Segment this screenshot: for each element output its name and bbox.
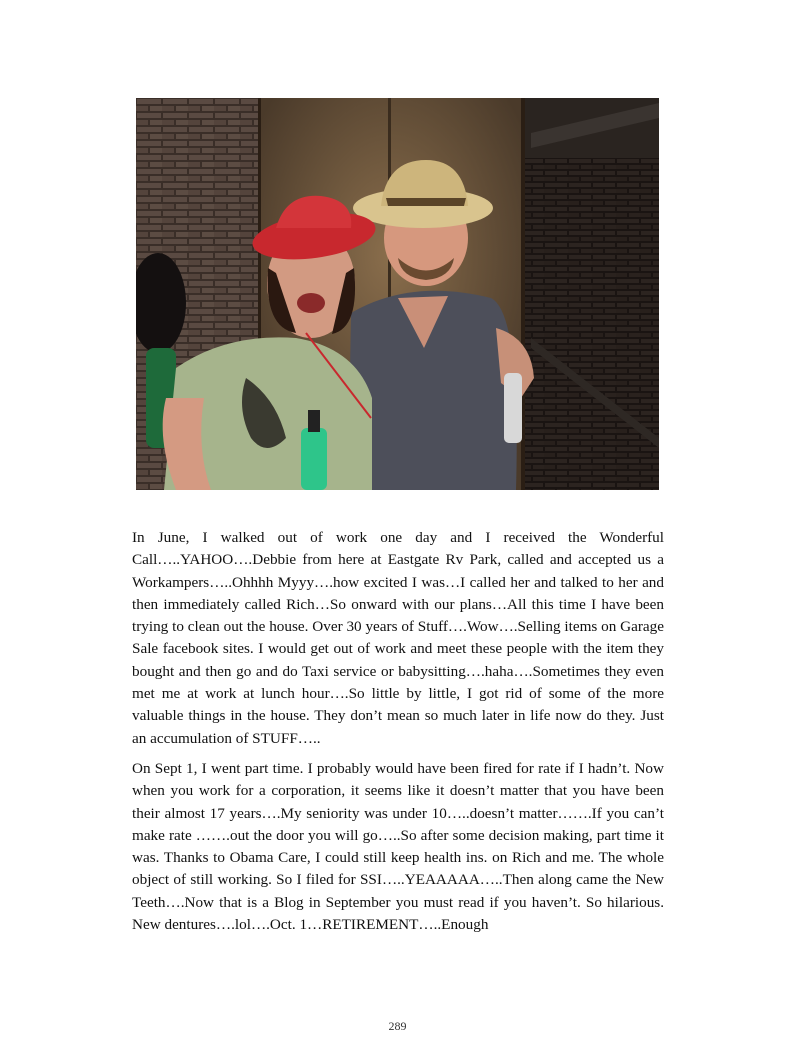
page-number: 289: [388, 1019, 407, 1033]
paragraph: In June, I walked out of work one day and I received the Wonderful Call…..YAHOO….Debbie from here at Eastgate Rv Park, called and accepted us a Workampers…..Ohhhh Myyy….how excited I was…I called her and talked to her and then immediately called Rich…So onward with our plans…All this time I have been trying to clean out the house. Over 30 years of Stuff….Wow….Selling items on Garage Sale facebook sites. I would get out of work and meet these people with the item they bought and then go and do Taxi service or babysitting….haha….Sometimes they even met me at work at lunch hour….So little by little, I got rid of some of the more valuable things in the house. They don’t mean so much later in life now do they. Just an accumulation of STUFF…..: [132, 529, 664, 747]
body-text: [132, 527, 664, 944]
photo-illustration: [136, 98, 659, 490]
photo-couple: [136, 98, 659, 490]
paragraph: On Sept 1, I went part time. I probably would have been fired for rate if I hadn’t. Now when you work for a corporation, it seems like it doesn’t matter that you have been their almost 17 years….My seniority was under 10…..doesn’t matter…….If you can’t make rate …….out the door you will go…..So after some decision making, part time it was. Thanks to Obama Care, I could still keep health ins. on Rich and me. The whole object of still working. So I filed for SSI…..YEAAAAA…..Then along came the New Teeth….Now that is a Blog in September you must read if you haven’t. So hilarious. New dentures….lol….Oct. 1…RETIREMENT…..Enough: [132, 759, 664, 934]
